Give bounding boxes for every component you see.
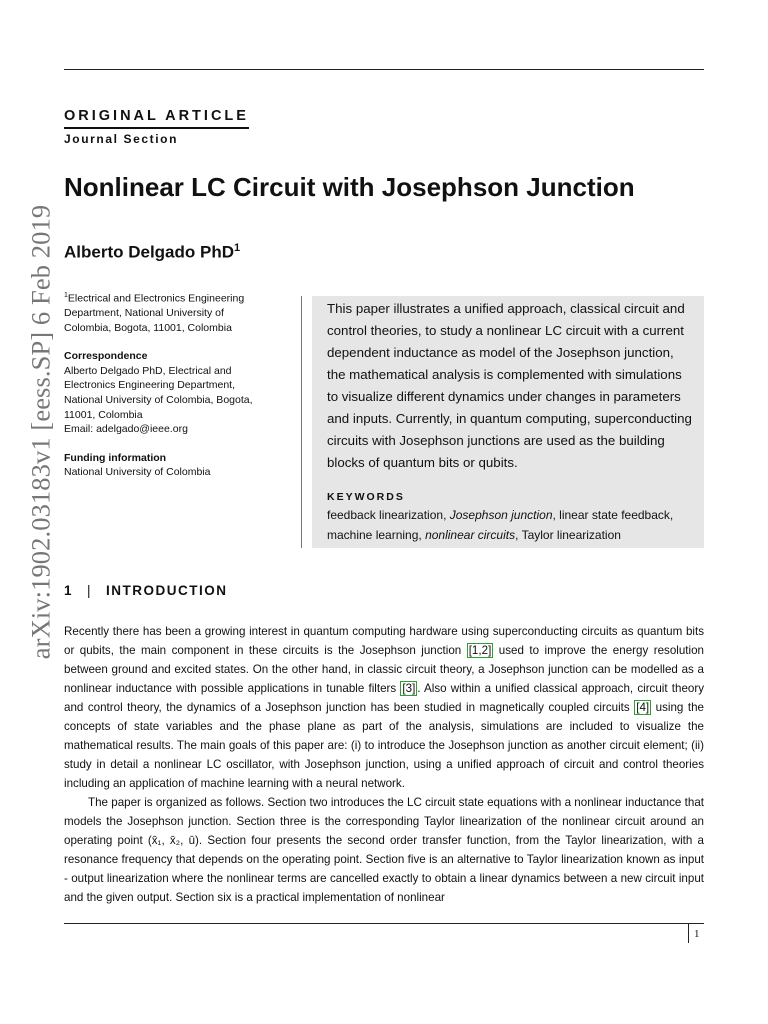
keyword: machine learning [327, 527, 419, 542]
keywords-heading: KEYWORDS [327, 491, 405, 503]
journal-section: Journal Section [64, 132, 179, 146]
paragraph-2: The paper is organized as follows. Section two introduces the LC circuit state equations with a nonlinear inductance that models the Josephson junction. Section three is the corresponding Taylor linearization of the nonlinear circuit around an operating point (x̄₁, x̄₂, ū). Section four presents the second order transfer function, from the Taylor linearization, with a resonance frequency that depends on the operating point. Section five is an alternative to Taylor linearization known as input - output linearization where the nonlinear terms are cancelled exactly to obtain a linear dynamics between a new circuit input and the given output. Section six is a practical implementation of nonlinear [64, 796, 704, 904]
paper-title: Nonlinear LC Circuit with Josephson Junction [64, 172, 635, 202]
citation-number: 2 [481, 644, 489, 657]
keyword: feedback linearization [327, 508, 444, 522]
citation-link[interactable]: [4] [636, 701, 650, 714]
author-line [64, 242, 240, 263]
section-separator: | [87, 583, 93, 598]
affiliation [64, 289, 274, 335]
keyword: linear state feedback [559, 508, 670, 522]
arxiv-stamp: arXiv:1902.03183v1 [eess.SP] 6 Feb 2019 [25, 204, 56, 660]
section-number: 1 [64, 583, 74, 598]
funding [64, 451, 274, 480]
page-number-bar [688, 924, 689, 943]
section-heading [64, 583, 228, 598]
affiliation-mark: 1 [64, 292, 68, 299]
citation-number: 1 [471, 644, 479, 657]
affiliation-text: Electrical and Electronics Engineering Department, National University of Colombia, Bogota, 11001, Colombia [64, 292, 245, 334]
keyword: Taylor linearization [521, 527, 621, 542]
text-run: used to improve the energy resolution between ground and excited states. On the other hand, in classic circuit theory, a Josephson junction can be modelled as a nonlinear inductance with possible applications in tunable filters [64, 644, 704, 695]
correspondence-text: Alberto Delgado PhD, Electrical and Electronics Engineering Department, National University of Colombia, Bogota, 11001, Colombia [64, 364, 253, 421]
citation-link[interactable]: [3] [402, 682, 416, 695]
correspondence-email[interactable]: Email: adelgado@ieee.org [64, 423, 188, 436]
text-run: Recently there has been a growing interest in quantum computing hardware using superconducting circuits as quantum bits or qubits, the main component in these circuits is the Josephson junction [64, 625, 704, 657]
footer-rule [64, 923, 704, 924]
keyword: nonlinear circuits [425, 527, 516, 542]
correspondence-heading: Correspondence [64, 350, 148, 363]
body-text [64, 622, 704, 907]
funding-heading: Funding information [64, 451, 167, 464]
article-type: ORIGINAL ARTICLE [64, 108, 249, 129]
paragraph-1 [64, 622, 704, 793]
section-title: INTRODUCTION [106, 583, 228, 598]
citation-number: 4 [639, 701, 646, 714]
author-info-column [64, 289, 274, 494]
header-rule [64, 69, 704, 70]
citation-number: 3 [405, 682, 413, 695]
abstract-rule [301, 296, 302, 548]
keyword: Josephson junction [449, 508, 553, 522]
keywords-list: feedback linearization, Josephson junction, linear state feedback, machine learning, nonlinear circuits, Taylor linearization [327, 508, 674, 542]
author-affiliation-mark: 1 [234, 242, 241, 254]
text-run: . Also within a unified classical approach, circuit theory and control theory, the dynamics of a Josephson junction has been studied in magnetically coupled circuits [64, 682, 704, 714]
correspondence [64, 349, 274, 437]
page-number: 1 [694, 928, 700, 940]
text-run: using the concepts of state variables and the phase plane as part of the analysis, simulations are included to visualize the mathematical results. The main goals of this paper are: (i) to introduce the Josephson junction as another circuit element; (ii) study in detail a nonlinear LC oscillator, with Josephson junction, using a unified approach of circuit and control theories including an application of machine learning with a neural network. [64, 701, 704, 790]
abstract-text: This paper illustrates a unified approach, classical circuit and control theories, to study a nonlinear LC circuit with a current dependent inductance as model of the Josephson junction, the mathematical analysis is complemented with simulations to visualize different dynamics under changes in parameters and inputs. Currently, in quantum computing, superconducting circuits with Josephson junctions are used as the building blocks of quantum bits or qubits. [327, 301, 692, 470]
citation-separator: , [478, 644, 482, 657]
funding-text: National University of Colombia [64, 466, 211, 479]
author-name: Alberto Delgado PhD [64, 242, 235, 262]
citation-link[interactable]: [1,2] [468, 644, 492, 657]
